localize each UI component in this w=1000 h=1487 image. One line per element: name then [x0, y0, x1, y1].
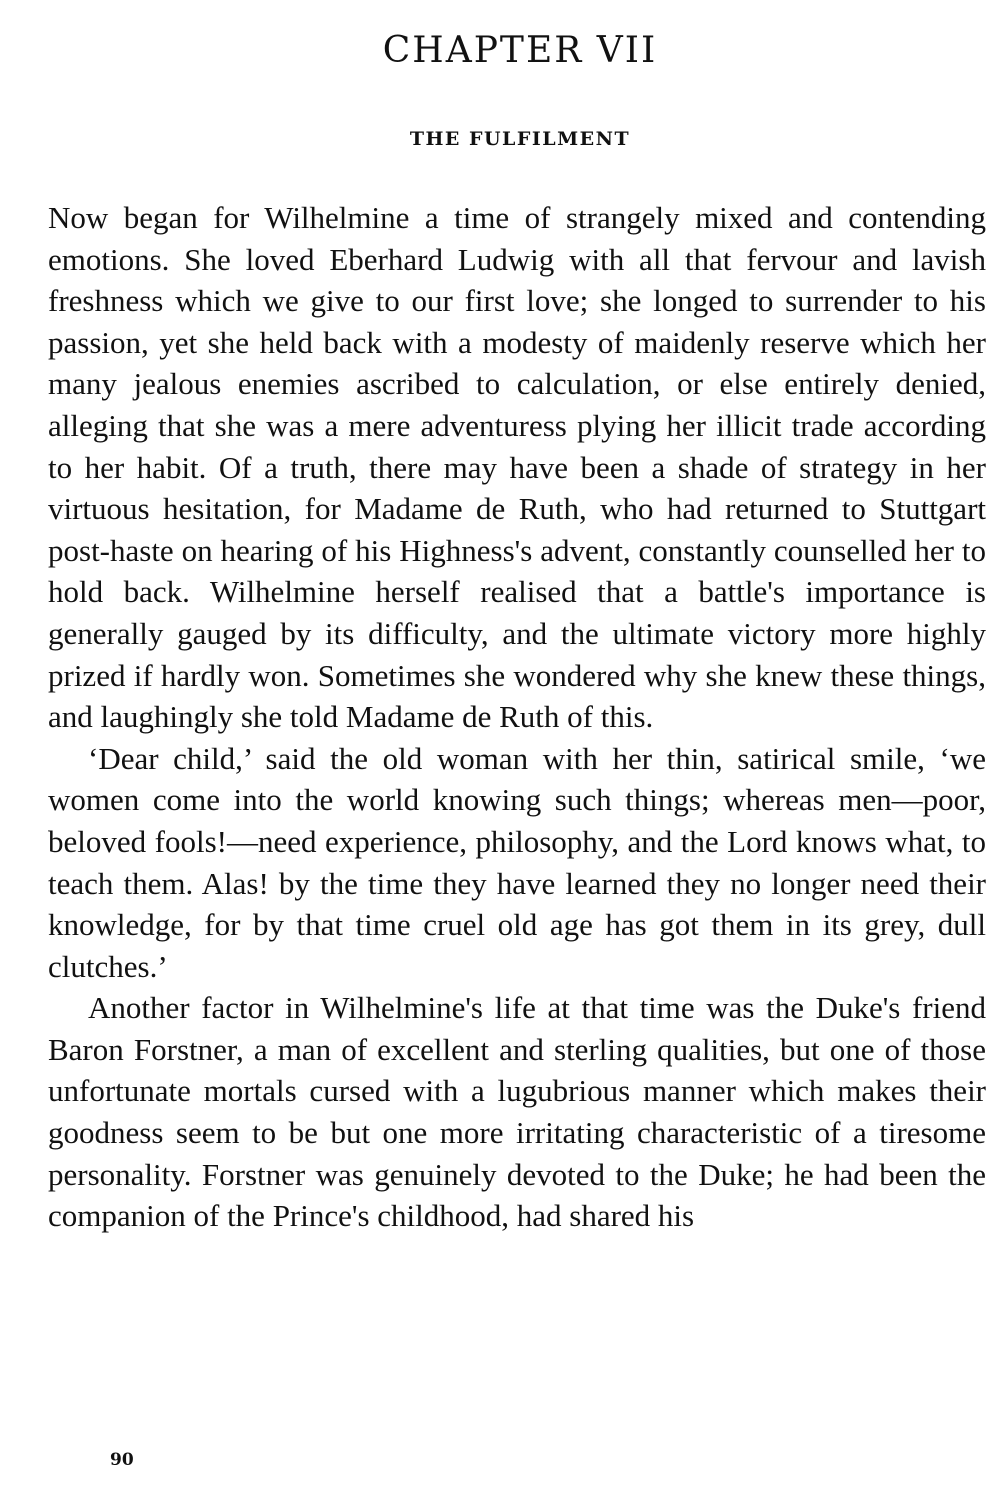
chapter-title: CHAPTER VII	[382, 30, 658, 71]
body-text	[48, 197, 986, 1237]
chapter-subtitle: THE FULFILMENT	[409, 128, 631, 150]
paragraph-3: Another factor in Wilhelmine's life at that time was the Duke's friend Baron Forstner, a man of excellent and sterling qualities, but one of those unfortunate mortals cursed with a lugubrious manner which makes their goodness seem to be but one more irritating characteristic of a tiresome personality. Forstner was genuinely devoted to the Duke; he had been the companion of the Prince's childhood, had shared his	[48, 990, 986, 1234]
paragraph-1: Now began for Wilhelmine a time of strangely mixed and contending emotions. She loved Eberhard Ludwig with all that fervour and lavish freshness which we give to our first love; she longed to surrender to his passion, yet she held back with a modesty of maidenly reserve which her many jealous enemies ascribed to calculation, or else entirely denied, alleging that she was a mere adventuress plying her illicit trade according to her habit. Of a truth, there may have been a shade of strategy in her virtuous hesitation, for Madame de Ruth, who had returned to Stuttgart post-haste on hearing of his Highness's advent, constantly counselled her to hold back. Wilhelmine herself realised that a battle's importance is generally gauged by its difficulty, and the ultimate victory more highly prized if hardly won. Sometimes she wondered why she knew these things, and laughingly she told Madame de Ruth of this.	[48, 200, 986, 735]
paragraph-2: ‘Dear child,’ said the old woman with her thin, satirical smile, ‘we women come into the world knowing such things; whereas men—poor, beloved fools!—need experience, philosophy, and the Lord knows what, to teach them. Alas! by the time they have learned they no longer need their knowledge, for by that time cruel old age has got them in its grey, dull clutches.’	[48, 740, 986, 984]
page-number: 90	[110, 1450, 134, 1470]
